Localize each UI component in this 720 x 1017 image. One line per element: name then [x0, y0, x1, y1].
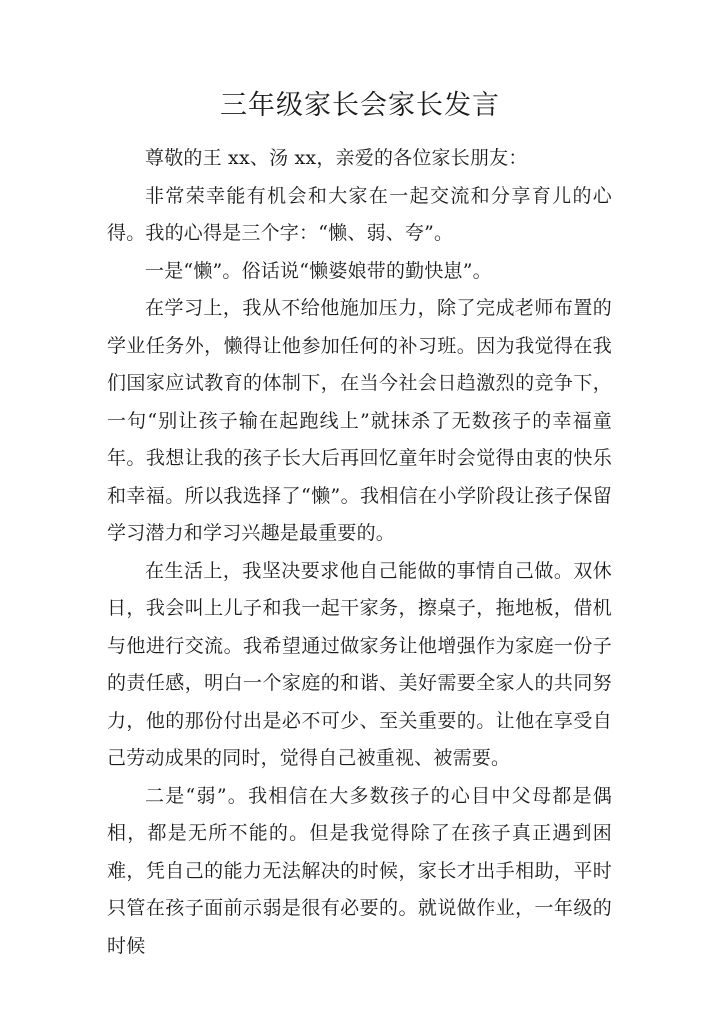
point-two-paragraph: 二是“弱”。我相信在大多数孩子的心目中父母都是偶相，都是无所不能的。但是我觉得除了在孩子真正遇到困难，凭自己的能力无法解决的时候，家长才出手相助，平时只管在孩子面前示弱是很有必要的。就说做作业，一年级的时候 — [107, 784, 612, 957]
study-paragraph: 在学习上，我从不给他施加压力，除了完成老师布置的学业任务外，懒得让他参加任何的补习班。因为我觉得在我们国家应试教育的体制下，在当今社会日趋激烈的竞争下，一句“别让孩子输在起跑线上”就抹杀了无数孩子的幸福童年。我想让我的孩子长大后再回忆童年时会觉得由衷的快乐和幸福。所以我选择了“懒”。我相信在小学阶段让孩子保留学习潜力和学习兴趣是最重要的。 — [107, 297, 612, 544]
document-body — [107, 140, 612, 965]
intro-paragraph: 非常荣幸能有机会和大家在一起交流和分享育儿的心得。我的心得是三个字：“懒、弱、夸”。 — [107, 184, 612, 244]
point-one-heading: 一是“懒”。俗话说“懒婆娘带的勤快崽”。 — [145, 259, 492, 282]
life-paragraph: 在生活上，我坚决要求他自己能做的事情自己做。双休日，我会叫上儿子和我一起干家务，擦桌子，拖地板，借机与他进行交流。我希望通过做家务让他增强作为家庭一份子的责任感，明白一个家庭的和谐、美好需要全家人的共同努力，他的那份付出是必不可少、至关重要的。让他在享受自己劳动成果的同时，觉得自己被重视、被需要。 — [107, 559, 612, 769]
salutation-paragraph: 尊敬的王 xx、汤 xx，亲爱的各位家长朋友： — [145, 147, 528, 169]
document-title: 三年级家长会家长发言 — [220, 90, 500, 121]
